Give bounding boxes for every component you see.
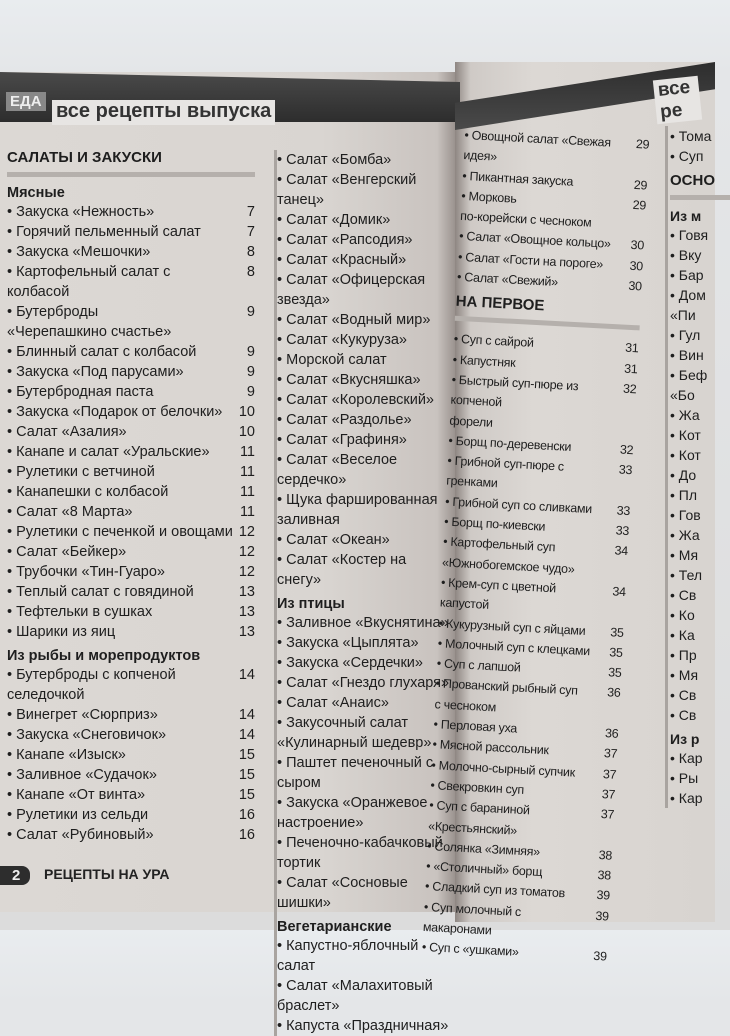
recipe-title: • Салат «Малахитовый браслет» [277,976,451,1016]
list-item [7,482,255,502]
list-item [670,405,730,425]
list-item [277,693,457,713]
page-ref: 37 [601,786,616,802]
recipe-title: • Молочный суп с клецками [437,633,601,662]
list-item [7,785,255,805]
group-heading: Из птицы [277,596,345,612]
recipe-title: • Картофельный салат с колбасой [7,262,233,302]
recipe-title: • Салат «Кукуруза» [277,330,451,350]
list-item [670,545,730,565]
page-ref: 15 [238,767,255,783]
recipe-title: • Капустняк [452,349,616,378]
page-ref: 12 [238,564,255,580]
page-ref: 9 [246,384,255,400]
recipe-title: • Салат «Костер на снегу» [277,550,451,590]
page-ref: 7 [246,224,255,240]
page-ref-cut [451,230,457,250]
list-item [670,465,730,485]
list-item [277,410,457,430]
list-item [7,562,255,582]
page-ref: 38 [598,847,613,863]
list-item [670,665,730,685]
list-item [7,202,255,222]
recipe-title: • Суп с «ушками» [421,937,585,966]
recipe-title: • Свекровкин суп [430,775,594,804]
recipe-title: • Паштет печеночный с сыром [277,753,451,793]
list-item [7,765,255,785]
list-item [277,1016,457,1036]
list-item [7,522,255,542]
list-item [670,345,730,365]
recipe-title: • Мя [670,545,730,565]
page-ref: 29 [633,177,648,193]
recipe-title: • Канапе «От винта» [7,785,233,805]
recipe-title: • Салат «Бомба» [277,150,451,170]
page-ref: 9 [246,364,255,380]
recipe-title: • Салат «Венгерский танец» [277,170,451,210]
page-ref: 8 [246,244,255,260]
recipe-title: • Борщ по-киевски [444,512,608,541]
recipe-title: • Рулетики с ветчиной [7,462,233,482]
page-ref: 35 [607,665,622,681]
list-item [7,242,255,262]
page-ref: 16 [238,827,255,843]
list-item [670,625,730,645]
recipe-title: • Тома [670,126,730,146]
recipe-title: • Салат «Королевский» [277,390,451,410]
recipe-title: • Борщ по-деревенски [448,430,612,459]
page-ref: 31 [624,341,639,356]
list-item [7,402,255,422]
page-ref: 14 [238,707,255,723]
recipe-title: • Ры [670,768,730,788]
page-ref: 36 [604,726,619,741]
recipe-title: • Св [670,585,730,605]
recipe-title: • Салат «8 Марта» [7,502,233,522]
list-item [7,542,255,562]
recipe-title: • Грибной суп-пюре с гренками [446,451,611,500]
list-item [670,565,730,585]
recipe-title: • Картофельный суп «Южнобогемское чудо» [442,532,607,581]
recipe-title: • Канапешки с колбасой [7,482,233,502]
group-heading: Из р [670,731,700,747]
recipe-title: • Пикантная закуска [462,166,626,195]
recipe-title: • Вку [670,245,730,265]
recipe-title: • Ко [670,605,730,625]
recipe-title: • Жа [670,405,730,425]
recipe-title: • Салат «Веселое сердечко» [277,450,451,490]
list-item [7,422,255,442]
list-item [277,390,457,410]
page-ref-cut [451,170,457,210]
list-item [670,245,730,265]
list-item [670,365,730,405]
recipe-title: • Салат «Графиня» [277,430,451,450]
list-item [277,490,457,530]
page-ref: 10 [238,404,255,420]
magazine-title: РЕЦЕПТЫ НА УРА [44,866,170,882]
list-item [7,745,255,765]
recipe-title: • Тефтельки в сушках [7,602,233,622]
group-heading: Из м [670,208,702,224]
recipe-title: • Трубочки «Тин-Гуаро» [7,562,233,582]
recipe-title: • Грибной суп со сливками [445,491,609,520]
recipe-title: • Салат «Овощное кольцо» [459,226,623,255]
recipe-title: • Закуска «Под парусами» [7,362,233,382]
page-ref-cut [451,976,457,1016]
recipe-title: • Закуска «Мешочки» [7,242,233,262]
recipe-title: • Говя [670,225,730,245]
list-item [7,622,255,642]
recipe-title: • Перловая уха [433,714,597,743]
recipe-title: • Дом «Пи [670,285,730,325]
list-item [277,350,457,370]
list-item [277,613,457,633]
recipe-title: • Блинный салат с колбасой [7,342,233,362]
recipe-title: • До [670,465,730,485]
list-item [670,126,730,146]
list-item [670,605,730,625]
contents-column-1 [7,143,255,845]
recipe-title: • Заливное «Судачок» [7,765,233,785]
recipe-title: • Бутербродная паста [7,382,233,402]
page-ref: 34 [614,543,629,559]
recipe-title: • Св [670,685,730,705]
recipe-title: • Св [670,705,730,725]
recipe-title: • Ка [670,625,730,645]
recipe-title: • Прованский рыбный суп с чесноком [434,674,599,723]
recipe-title: • Быстрый суп-пюре из копченой форели [449,370,615,439]
recipe-title: • Салат «Рубиновый» [7,825,233,845]
list-item [7,302,255,342]
recipe-title: • Морской салат [277,350,451,370]
recipe-title: • Салат «Красный» [277,250,451,270]
page-ref: 35 [608,645,623,660]
page-ref: 35 [609,624,625,640]
list-item [277,653,457,673]
list-item [670,146,730,166]
recipe-title: • Салат «Домик» [277,210,451,230]
page-ref: 37 [602,766,617,782]
recipe-title: • Салат «Анаис» [277,693,451,713]
recipe-title: • Овощной салат «Свежая идея» [463,125,628,174]
group-heading: Мясные [7,185,65,201]
recipe-title: • Салат «Гости на пороге» [458,247,622,276]
recipe-title: • Суп с бараниной «Крестьянский» [428,795,593,844]
page-ref: 33 [618,462,633,478]
list-item [7,462,255,482]
page-ref: 11 [239,484,255,500]
list-item [277,250,457,270]
list-item [670,445,730,465]
page-title: все рецепты выпуска [52,100,275,125]
page-ref: 15 [238,747,255,763]
list-item [277,230,457,250]
list-item [449,370,637,440]
recipe-title: • Кар [670,788,730,808]
list-item [7,805,255,825]
page-ref: 39 [595,908,610,924]
recipe-title: • Кукурузный суп с яйцами [438,613,602,642]
page-ref: 7 [246,204,255,220]
page-ref: 13 [238,604,255,620]
recipe-title: • Тел [670,565,730,585]
recipe-title: • Шарики из яиц [7,622,233,642]
list-item [277,673,457,693]
page-ref: 31 [623,361,638,377]
recipe-title: • Пл [670,485,730,505]
list-item [670,485,730,505]
page-ref: 34 [612,584,627,599]
recipe-title: • Салат «Сосновые шишки» [277,873,451,913]
recipe-title: • Кот [670,425,730,445]
recipe-title: • Суп с сайрой [453,329,617,358]
list-item [7,582,255,602]
recipe-title: • Винегрет «Сюрприз» [7,705,233,725]
recipe-title: • Закуска «Сердечки» [277,653,451,673]
page-ref: 39 [596,888,611,904]
recipe-title: • Печеночно-кабачковый тортик [277,833,451,873]
list-item [277,550,457,590]
recipe-title: • Щука фаршированная заливная [277,490,451,530]
recipe-title: • Крем-суп с цветной капустой [439,572,604,621]
recipe-title: • Молочно-сырный супчик [431,755,595,784]
recipe-title: • Салат «Гнездо глухаря» [277,673,451,693]
page-ref: 8 [246,264,255,280]
list-item [277,330,457,350]
page-ref-cut [451,210,457,230]
list-item [277,370,457,390]
recipe-title: • Салат «Свежий» [457,267,621,296]
recipe-title: • Салат «Азалия» [7,422,233,442]
list-item [277,430,457,450]
list-item [277,210,457,230]
page-ref: 13 [238,584,255,600]
list-item [277,530,457,550]
page-ref-cut [451,1016,457,1036]
page-ref: 11 [239,444,255,460]
recipe-title: • Мя [670,665,730,685]
recipe-title: • Горячий пельменный салат [7,222,233,242]
list-item [7,362,255,382]
page-ref: 30 [630,238,645,254]
list-item [670,225,730,245]
list-item [670,645,730,665]
list-item [670,425,730,445]
recipe-title: • Салат «Океан» [277,530,451,550]
recipe-title: • Канапе и салат «Уральские» [7,442,233,462]
list-item [7,502,255,522]
list-item [670,685,730,705]
recipe-title: • Суп с лапшой [436,653,600,682]
list-item [7,825,255,845]
recipe-title: • Солянка «Зимняя» [427,836,591,865]
list-item [670,285,730,325]
list-item [277,713,457,753]
page-ref: 33 [616,503,631,518]
page-ref: 9 [246,304,255,320]
list-item [670,788,730,808]
page-ref-cut [451,150,457,170]
recipe-title: • Канапе «Изыск» [7,745,233,765]
recipe-title: • Бутерброды с копченой селедочкой [7,665,233,705]
list-item [277,150,457,170]
page-ref: 13 [238,624,255,640]
recipe-title: • Бутерброды «Черепашкино счастье» [7,302,233,342]
list-item [670,525,730,545]
page-ref: 10 [238,424,255,440]
list-item [277,310,457,330]
page-ref: 30 [629,258,644,274]
recipe-title: • Закуска «Цыплята» [277,633,451,653]
recipe-title: • Закуска «Подарок от белочки» [7,402,233,422]
list-item [670,768,730,788]
list-item [277,170,457,210]
page-ref: 11 [239,504,255,520]
page-ref: 39 [592,949,608,964]
page-ref: 16 [238,807,255,823]
list-item [7,342,255,362]
recipe-title: • Мясной рассольник [432,734,596,763]
page-ref: 29 [635,136,650,152]
recipe-title: • Салат «Рапсодия» [277,230,451,250]
recipe-title: • Салат «Раздолье» [277,410,451,430]
list-item [7,602,255,622]
recipe-title: • Салат «Офицерская звезда» [277,270,451,310]
group-heading: Из рыбы и морепродуктов [7,648,201,664]
page-ref: 14 [238,727,255,743]
recipe-title: • «Столичный» борщ [426,856,590,885]
recipe-title: • Салат «Бейкер» [7,542,233,562]
section-heading: НА ПЕРВОЕ [455,293,641,331]
page-ref: 14 [238,667,255,683]
group-heading: Вегетарианские [277,919,392,935]
recipe-title: • Салат «Водный мир» [277,310,451,330]
recipe-title: • Суп молочный с макаронами [422,897,587,946]
recipe-title: • Рулетики из сельди [7,805,233,825]
list-item [7,222,255,242]
recipe-title: • Салат «Вкусняшка» [277,370,451,390]
list-item [670,585,730,605]
recipe-title: • Гов [670,505,730,525]
list-item [670,705,730,725]
page-ref: 29 [632,197,647,213]
page-ref: 38 [597,868,612,883]
list-item [670,325,730,345]
page-ref: 36 [606,685,621,701]
page-title-right: все ре [653,76,702,124]
page-ref: 12 [238,544,255,560]
recipe-title: • Вин [670,345,730,365]
contents-column-4 [665,126,730,808]
recipe-title: • Заливное «Вкуснятина» [277,613,451,633]
list-item [277,976,457,1016]
recipe-title: • Рулетики с печенкой и овощами [7,522,233,542]
recipe-title: • Закуска «Нежность» [7,202,233,222]
list-item [7,382,255,402]
page-number: 2 [0,866,30,885]
recipe-title: • Теплый салат с говядиной [7,582,233,602]
list-item [670,265,730,285]
page-ref: 37 [603,746,618,762]
page-ref: 33 [615,523,630,539]
recipe-title: • Кот [670,445,730,465]
page-ref: 12 [238,524,255,540]
list-item [7,442,255,462]
list-item [277,270,457,310]
section-heading: САЛАТЫ И ЗАКУСКИ [7,149,255,177]
page-ref: 32 [619,442,634,458]
page-ref: 9 [246,344,255,360]
recipe-title: • Капустно-яблочный салат [277,936,451,976]
recipe-title: • Морковь по-корейски с чесноком [460,186,625,235]
list-item [277,450,457,490]
list-item [7,665,255,705]
recipe-title: • Жа [670,525,730,545]
page-ref: 15 [238,787,255,803]
recipe-title: • Беф «Бо [670,365,730,405]
list-item [7,262,255,302]
list-item [670,505,730,525]
page-ref: 37 [600,807,615,822]
recipe-title: • Сладкий суп из томатов [425,876,589,905]
list-item [277,633,457,653]
recipe-title: • Закусочный салат «Кулинарный шедевр» [277,713,451,753]
recipe-title: • Закуска «Снеговичок» [7,725,233,745]
list-item [670,748,730,768]
page-ref: 30 [628,278,643,294]
recipe-title: • Кар [670,748,730,768]
list-item [7,725,255,745]
page-ref-cut [451,250,457,270]
section-heading: ОСНО [670,172,730,200]
section-tag: ЕДА [6,92,46,111]
recipe-title: • Суп [670,146,730,166]
list-item [7,705,255,725]
recipe-title: • Капуста «Праздничная» [277,1016,451,1036]
recipe-title: • Гул [670,325,730,345]
page-ref: 32 [622,381,637,397]
recipe-title: • Пр [670,645,730,665]
recipe-title: • Закуска «Оранжевое настроение» [277,793,451,833]
recipe-title: • Бар [670,265,730,285]
page-ref: 11 [239,464,255,480]
